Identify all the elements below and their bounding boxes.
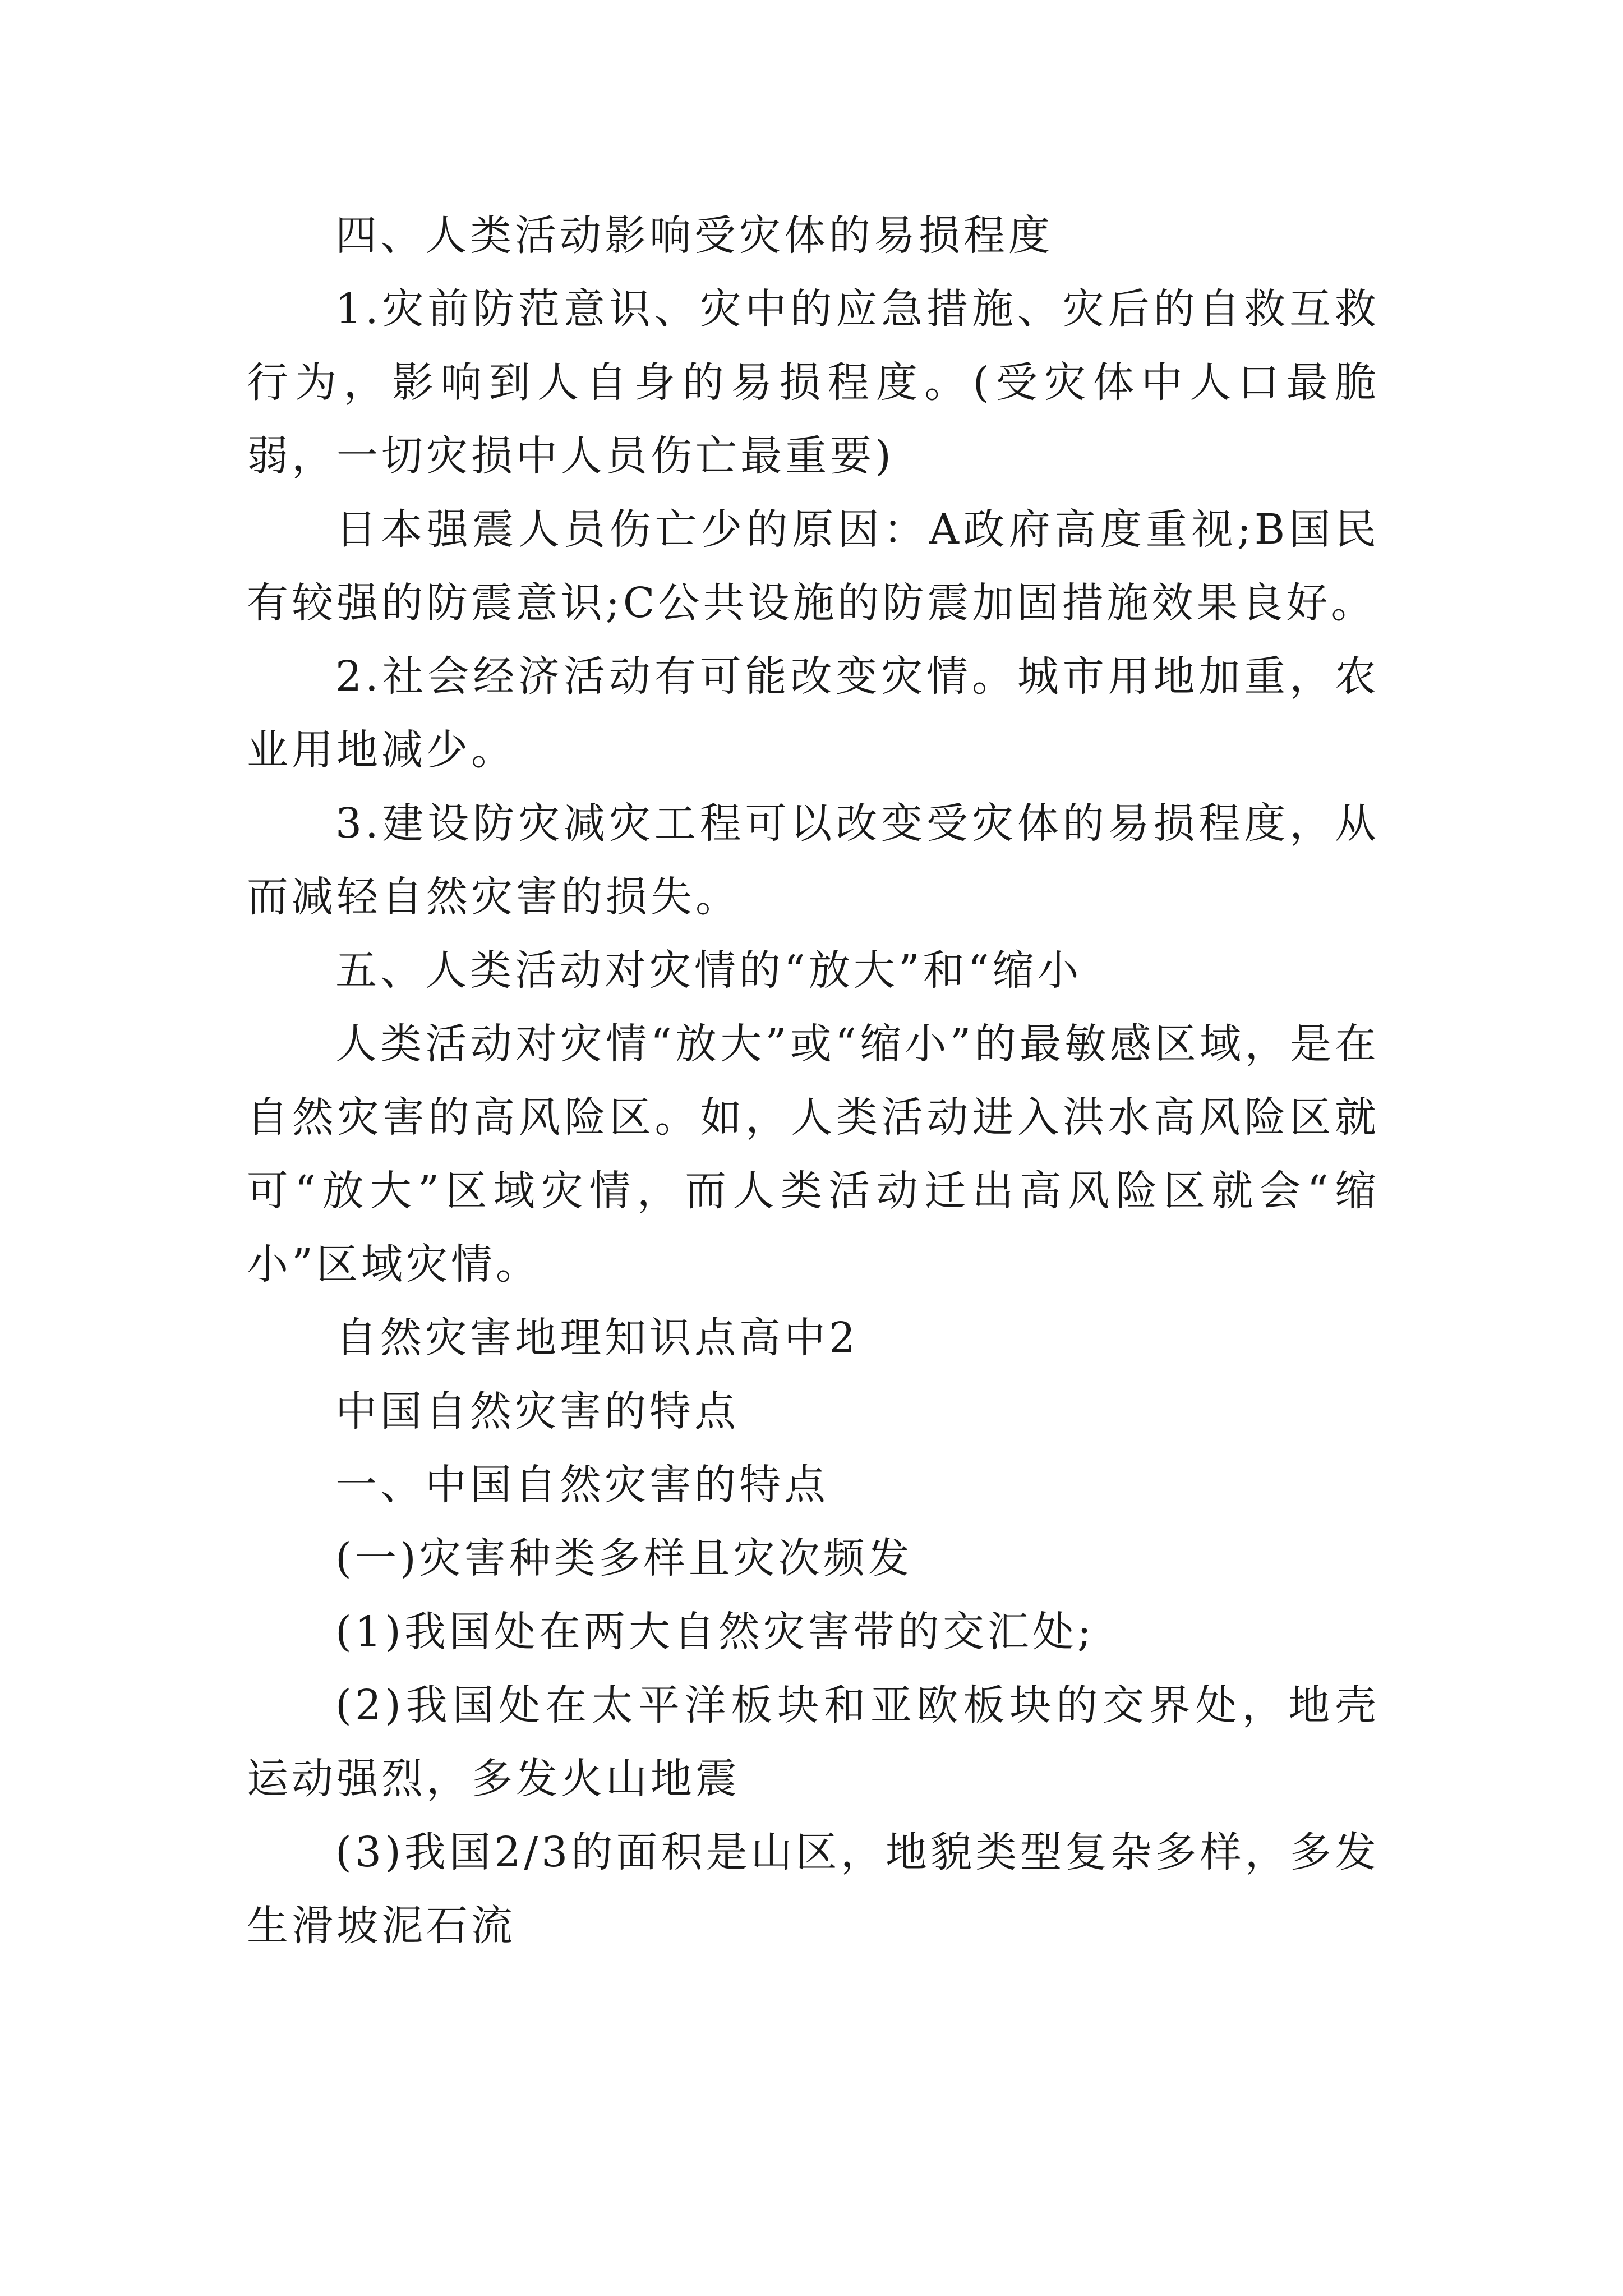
section-heading-1: 一、中国自然灾害的特点 [335,1461,829,1509]
document-title: 自然灾害地理知识点高中2 [335,1314,859,1362]
paragraph: 1.灾前防范意识、灾中的应急措施、灾后的自救互救行为，影响到人自身的易损程度。(受灾体中人口最脆弱，一切灾损中人员伤亡最重要) [247,285,1380,480]
section-heading-5: 五、人类活动对灾情的“放大”和“缩小 [335,946,1082,995]
list-item: (1)我国处在两大自然灾害带的交汇处; [335,1608,1095,1656]
document-body [247,199,1380,1963]
paragraph: 2.社会经济活动有可能改变灾情。城市用地加重，农业用地减少。 [247,652,1380,774]
paragraph: 日本强震人员伤亡少的原因：A政府高度重视;B国民有较强的防震意识;C公共设施的防震加固措施效果良好。 [247,505,1380,627]
paragraph: 人类活动对灾情“放大”或“缩小”的最敏感区域，是在自然灾害的高风险区。如，人类活动进入洪水高风险区就可“放大”区域灾情，而人类活动迁出高风险区就会“缩小”区域灾情。 [247,1020,1380,1289]
paragraph: 3.建设防灾减灾工程可以改变受灾体的易损程度，从而减轻自然灾害的损失。 [247,799,1380,921]
subtitle: 中国自然灾害的特点 [335,1387,739,1435]
section-heading-4: 四、人类活动影响受灾体的易损程度 [335,211,1053,260]
subsection-heading: (一)灾害种类多样且灾次频发 [335,1534,913,1582]
list-item: (2)我国处在太平洋板块和亚欧板块的交界处，地壳运动强烈，多发火山地震 [247,1681,1380,1803]
list-item: (3)我国2/3的面积是山区，地貌类型复杂多样，多发生滑坡泥石流 [247,1828,1380,1950]
